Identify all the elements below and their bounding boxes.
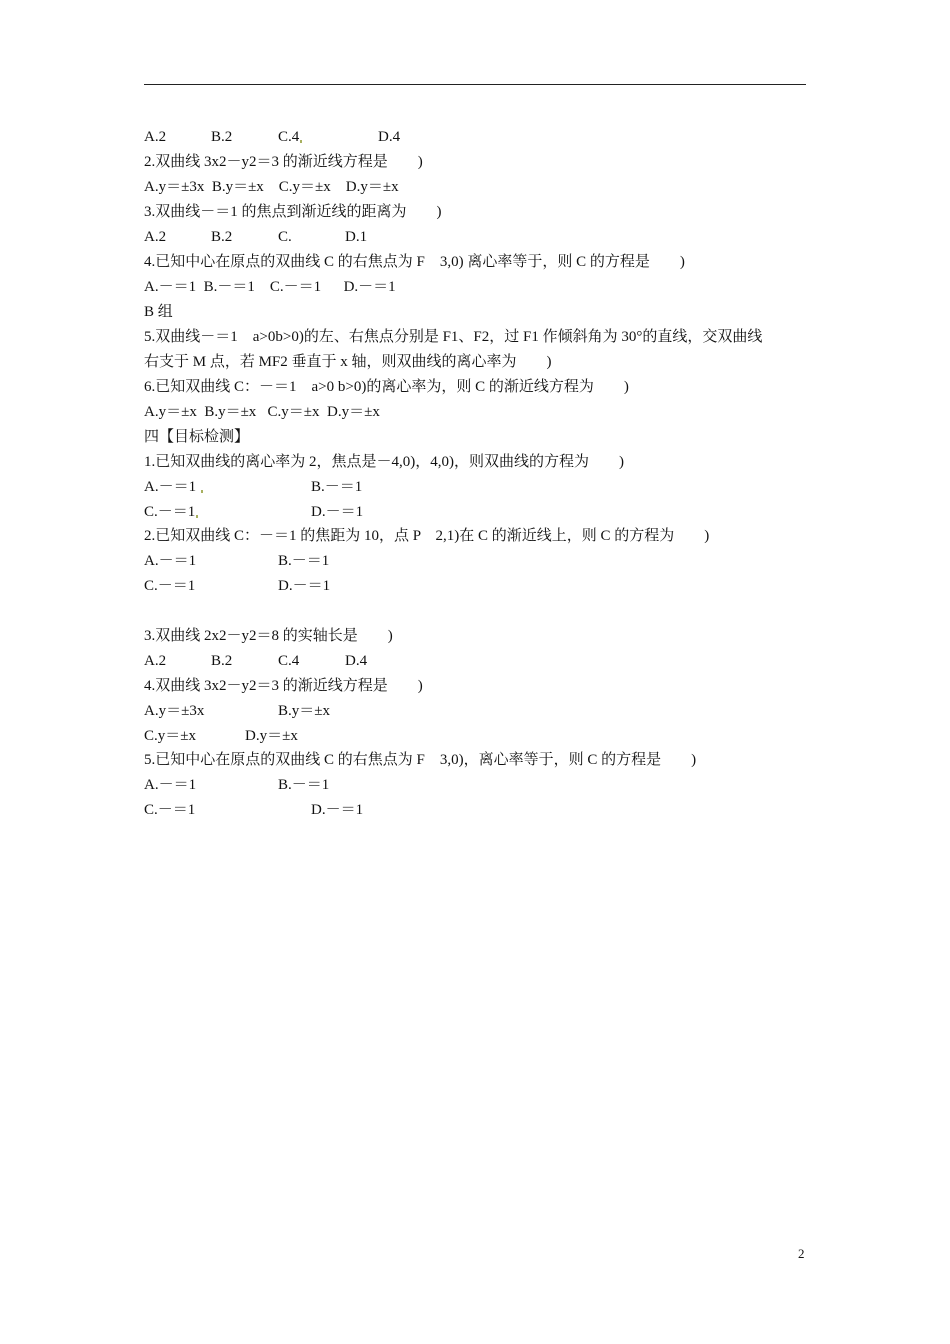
- option-d: D.4: [345, 653, 368, 669]
- question-line: 3.双曲线 2x2－y2＝8 的实轴长是 ): [144, 628, 393, 644]
- option-a: A.－＝1: [144, 553, 197, 569]
- question-line: 6.已知双曲线 C：－＝1 a>0 b>0)的离心率为，则 C 的渐近线方程为 ): [144, 379, 629, 395]
- option-a: A.2: [144, 653, 167, 669]
- option-d: D.1: [345, 229, 368, 245]
- question-line: 1.已知双曲线的离心率为 2，焦点是－4,0)，4,0)，则双曲线的方程为 ): [144, 454, 624, 470]
- option-a: A.y＝±3x: [144, 703, 205, 719]
- options-line: A.－＝1 B.－＝1 C.－＝1 D.－＝1: [144, 279, 396, 295]
- question-line: 2.双曲线 3x2－y2＝3 的渐近线方程是 ): [144, 154, 423, 170]
- option-b: B.2: [211, 653, 233, 669]
- question-line: 5.已知中心在原点的双曲线 C 的右焦点为 F 3,0)，离心率等于，则 C 的方程是 ): [144, 752, 697, 768]
- option-c: C.4: [278, 128, 302, 146]
- option-a: A.2: [144, 129, 167, 145]
- section-heading: 四【目标检测】: [144, 429, 250, 445]
- option-a: A.－＝1: [144, 478, 203, 496]
- option-c: C.－＝1: [144, 578, 196, 594]
- option-c: C.4: [278, 653, 300, 669]
- option-c: C.y＝±x: [144, 728, 196, 744]
- option-b: B.2: [211, 229, 233, 245]
- options-line: A.y＝±x B.y＝±x C.y＝±x D.y＝±x: [144, 404, 380, 420]
- option-a: A.－＝1: [144, 777, 197, 793]
- question-line: 3.双曲线－＝1 的焦点到渐近线的距离为 ): [144, 204, 442, 220]
- option-b: B.y＝±x: [278, 703, 330, 719]
- question-line: 5.双曲线－＝1 a>0b>0)的左、右焦点分别是 F1、F2，过 F1 作倾斜角为 30°的直线，交双曲线: [144, 329, 763, 345]
- question-line: 2.已知双曲线 C：－＝1 的焦距为 10，点 P 2,1)在 C 的渐近线上，则 C 的方程为 ): [144, 528, 710, 544]
- question-line: 4.已知中心在原点的双曲线 C 的右焦点为 F 3,0) 离心率等于，则 C 的方程是 ): [144, 254, 685, 270]
- option-b: B.2: [211, 129, 233, 145]
- option-d: D.－＝1: [311, 504, 364, 520]
- section-heading: B 组: [144, 304, 173, 320]
- page-number: 2: [798, 1246, 805, 1261]
- option-c: C.－＝1: [144, 503, 198, 521]
- question-line: 4.双曲线 3x2－y2＝3 的渐近线方程是 ): [144, 678, 423, 694]
- option-a: A.2: [144, 229, 167, 245]
- option-d: D.－＝1: [278, 578, 331, 594]
- option-d: D.y＝±x: [245, 728, 298, 744]
- header-rule: [144, 84, 806, 85]
- option-c: C.－＝1: [144, 802, 196, 818]
- question-line-continued: 右支于 M 点，若 MF2 垂直于 x 轴，则双曲线的离心率为 ): [144, 354, 552, 370]
- option-b: B.－＝1: [278, 553, 330, 569]
- option-b: B.－＝1: [278, 777, 330, 793]
- option-d: D.4: [378, 129, 401, 145]
- options-line: A.y＝±3x B.y＝±x C.y＝±x D.y＝±x: [144, 179, 399, 195]
- option-b: B.－＝1: [311, 479, 363, 495]
- option-d: D.－＝1: [311, 802, 364, 818]
- option-c: C.: [278, 229, 292, 245]
